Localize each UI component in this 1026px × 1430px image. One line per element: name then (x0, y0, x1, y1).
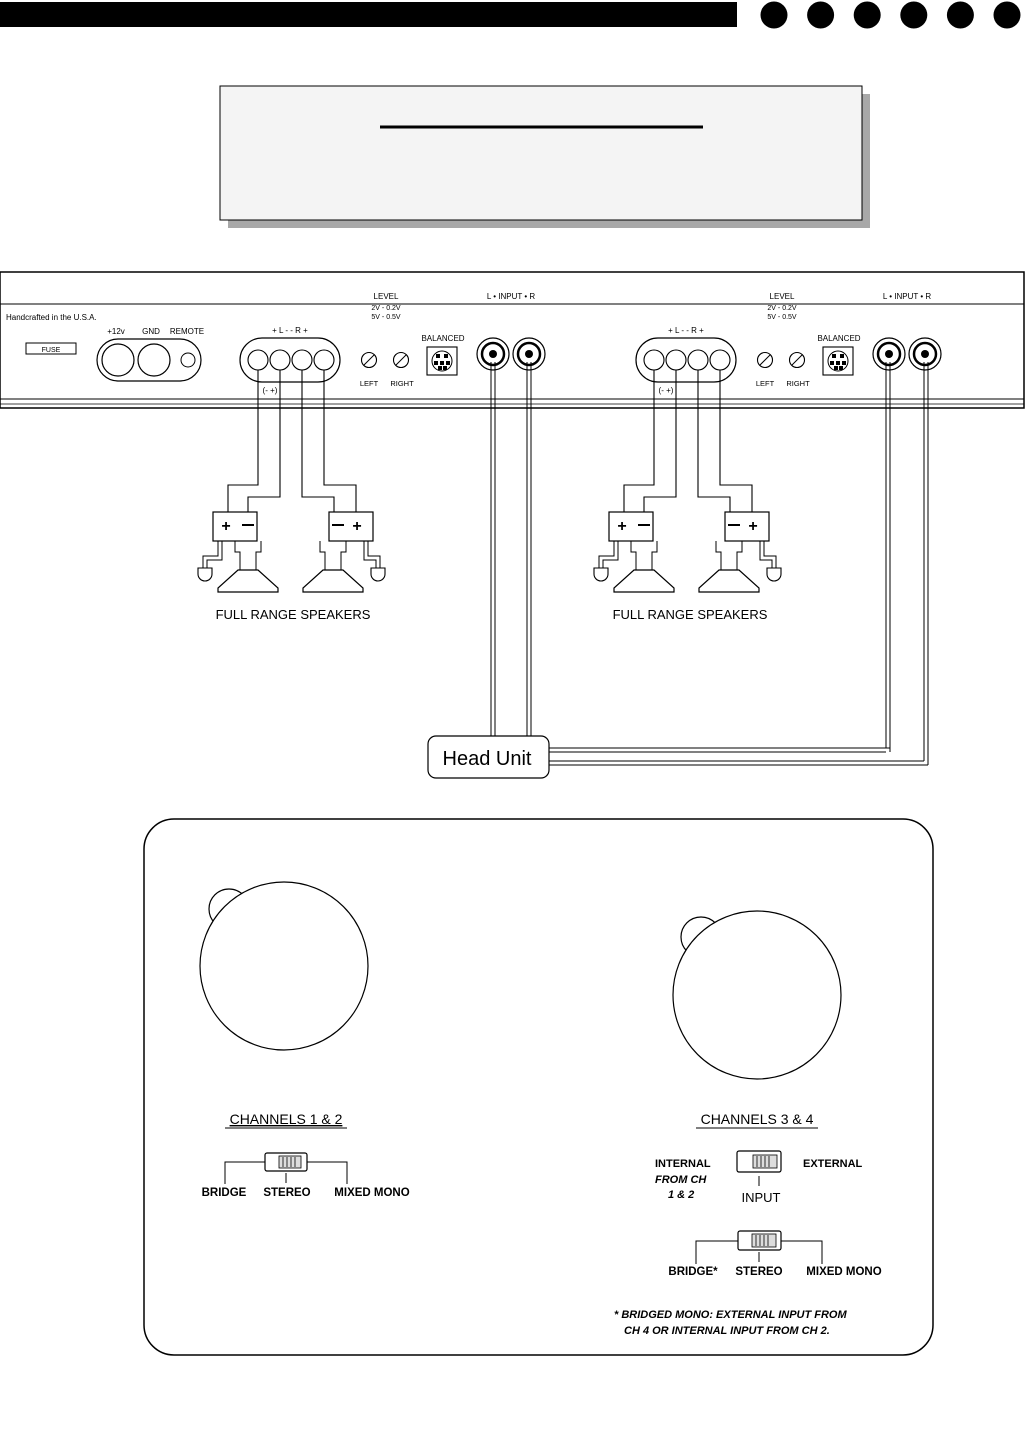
balanced-pin (434, 361, 438, 365)
header-dot (807, 2, 834, 29)
level-voltage-line-1: 2V - 0.2V (767, 305, 797, 312)
remote-terminal (181, 353, 195, 367)
level-voltage-line-2: 5V - 0.5V (767, 314, 797, 321)
channel-group-right (636, 292, 941, 395)
ch34-switch-stereo: STEREO (735, 1266, 783, 1278)
speaker-lead (737, 541, 742, 570)
gain-knob-ch12 (200, 882, 368, 1050)
speaker-cone-icon (218, 570, 278, 592)
plus-sign: + (748, 518, 758, 535)
power-label-12v: +12v (107, 327, 125, 336)
balanced-label: BALANCED (817, 334, 861, 343)
header-dot (854, 2, 881, 29)
level-left-label: LEFT (359, 379, 379, 388)
balanced-pin (839, 366, 843, 370)
level-title: LEVEL (769, 292, 795, 301)
balanced-pin (832, 354, 836, 358)
title-box (220, 86, 870, 228)
speaker-wire (720, 370, 752, 512)
speaker-lead (341, 541, 346, 570)
ground-wire (764, 541, 776, 568)
speaker-lead (716, 541, 721, 570)
polarity-label: (- +) (262, 386, 278, 395)
level-left-label: LEFT (755, 379, 775, 388)
header-dot (994, 2, 1021, 29)
speakers-caption-left: FULL RANGE SPEAKERS (215, 607, 371, 622)
made-in-label: Handcrafted in the U.S.A. (6, 313, 97, 322)
level-right-label: RIGHT (390, 379, 414, 388)
ch34-input-external: EXTERNAL (803, 1158, 863, 1170)
balanced-pin (438, 366, 442, 370)
ground-terminal-icon (594, 568, 608, 581)
ground-terminal-icon (198, 568, 212, 581)
ch12-switch-mixed-mono: MIXED MONO (334, 1187, 410, 1199)
level-voltage-line-2: 5V - 0.5V (371, 314, 401, 321)
speaker-wire (324, 370, 356, 512)
speaker-wiring-left (198, 370, 385, 592)
ground-wire (203, 541, 218, 568)
header-dot (761, 2, 788, 29)
speaker-terminal (710, 350, 730, 370)
rca-cables (491, 362, 928, 765)
speaker-terminal (248, 350, 268, 370)
gain-knob-ch34 (673, 911, 841, 1079)
power-label-gnd: GND (142, 327, 160, 336)
ch34-switch-bridge: BRIDGE* (668, 1266, 718, 1278)
balanced-pin (842, 361, 846, 365)
speaker-wire (302, 370, 334, 512)
speaker-terminal-box (725, 512, 769, 541)
amplifier-panel (0, 272, 1024, 408)
speakers-caption-right: FULL RANGE SPEAKERS (612, 607, 768, 622)
speaker-lead (652, 541, 657, 570)
footnote-line-2: CH 4 OR INTERNAL INPUT FROM CH 2. (624, 1325, 830, 1337)
balanced-pin (436, 354, 440, 358)
speaker-terminal-box (329, 512, 373, 541)
speaker-lead (235, 541, 240, 570)
ch12-title: CHANNELS 1 & 2 (229, 1111, 343, 1127)
speaker-terminal (688, 350, 708, 370)
ch12-switch-bridge: BRIDGE (201, 1187, 247, 1199)
header-dot (947, 2, 974, 29)
channel-group-left (240, 292, 545, 395)
balanced-pin (444, 354, 448, 358)
speaker-terminal-box (213, 512, 257, 541)
balanced-pin (836, 361, 840, 365)
speaker-terminal (292, 350, 312, 370)
balanced-pin (440, 361, 444, 365)
level-title: LEVEL (373, 292, 399, 301)
balanced-pin (840, 354, 844, 358)
power-label-remote: REMOTE (169, 327, 205, 336)
speaker-cone-icon (303, 570, 363, 592)
rca-input-label: L • INPUT • R (486, 292, 536, 301)
ch34-mode-switch[interactable] (696, 1231, 822, 1264)
polarity-label: (- +) (658, 386, 674, 395)
header-bar (0, 2, 737, 27)
speaker-terminal-box (609, 512, 653, 541)
level-right-label: RIGHT (786, 379, 810, 388)
speaker-lead (256, 541, 261, 570)
ch34-input-caption: INPUT (741, 1190, 781, 1205)
ch34-title: CHANNELS 3 & 4 (700, 1111, 814, 1127)
speaker-terminal (270, 350, 290, 370)
balanced-label: BALANCED (421, 334, 465, 343)
speaker-wire (698, 370, 730, 512)
ch12-switch-stereo: STEREO (263, 1187, 311, 1199)
speaker-terminal-label: + L - - R + (272, 326, 308, 335)
balanced-pin (830, 361, 834, 365)
plus-sign: + (221, 518, 231, 535)
rca-input-label: L • INPUT • R (882, 292, 932, 301)
ch34-switch-mixed-mono: MIXED MONO (806, 1266, 882, 1278)
fuse-label: FUSE (41, 347, 61, 354)
ground-terminal-icon (371, 568, 385, 581)
ch34-input-from-ch: FROM CH (655, 1174, 707, 1186)
ground-terminal (138, 344, 170, 376)
speaker-lead (320, 541, 325, 570)
ch34-input-switch[interactable] (737, 1151, 781, 1186)
speaker-cone-icon (614, 570, 674, 592)
ch34-input-ch-numbers: 1 & 2 (668, 1189, 695, 1201)
power-12v-terminal (102, 344, 134, 376)
balanced-pin (443, 366, 447, 370)
ground-wire (599, 541, 614, 568)
ground-terminal-icon (767, 568, 781, 581)
ground-wire (368, 541, 380, 568)
speaker-wire (228, 370, 258, 512)
ch34-input-internal: INTERNAL (655, 1158, 711, 1170)
header-dots (761, 2, 1021, 29)
speaker-cone-icon (699, 570, 759, 592)
head-unit-label: Head Unit (442, 748, 532, 770)
speaker-terminal (666, 350, 686, 370)
balanced-pin (446, 361, 450, 365)
speaker-terminal (644, 350, 664, 370)
ch12-mode-switch[interactable] (225, 1153, 347, 1184)
speaker-lead (631, 541, 636, 570)
plus-sign: + (617, 518, 627, 535)
footnote-line-1: * BRIDGED MONO: EXTERNAL INPUT FROM (614, 1309, 847, 1321)
speaker-wire (624, 370, 654, 512)
plus-sign: + (352, 518, 362, 535)
speaker-terminal (314, 350, 334, 370)
header-dot (900, 2, 927, 29)
settings-panel (144, 819, 933, 1355)
speaker-wiring-right (594, 370, 781, 592)
level-voltage-line-1: 2V - 0.2V (371, 305, 401, 312)
speaker-terminal-label: + L - - R + (668, 326, 704, 335)
balanced-pin (834, 366, 838, 370)
